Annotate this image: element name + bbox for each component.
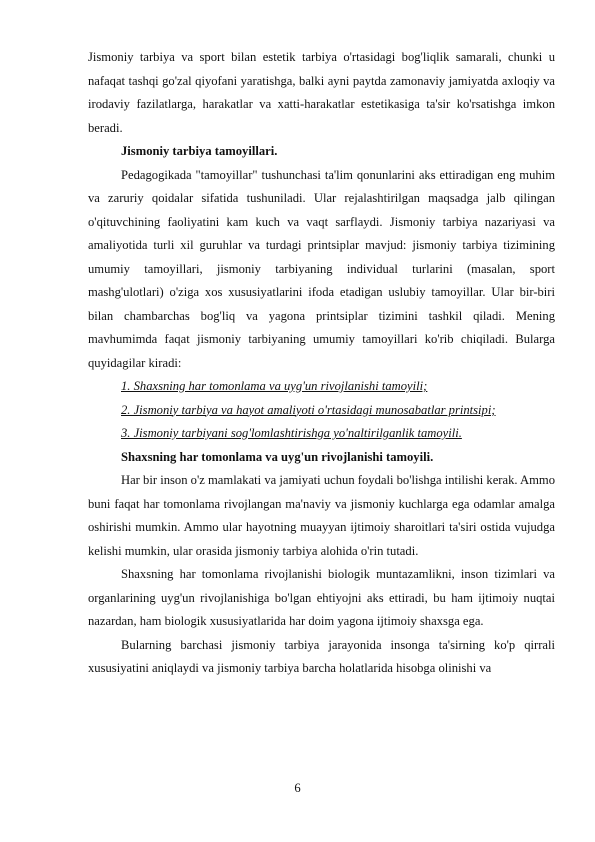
section-heading-principles: Jismoniy tarbiya tamoyillari. [121, 144, 278, 158]
list-item: 2. Jismoniy tarbiya va hayot amaliyoti o'rtasidagi munosabatlar printsipi; [121, 402, 496, 417]
paragraph-principles: Pedagogikada "tamoyillar" tushunchasi ta'lim qonunlarini aks ettiradigan eng muhim va zaruriy qoidalar sifatida tushuniladi. Ular rejalashtirilgan maqsadga jalb qilingan o'qituvchining faoliyatini kam kuch va vaqt sarflaydi. Jismoniy tarbiya nazariyasi va amaliyotida turli xil guruhlar va turdagi printsiplar mavjud: jismoniy tarbiya tizimining umumiy tamoyillari, jismoniy tarbiyaning individual turlarini (masalan, sport mashg'ulotlari) o'ziga xos xususiyatlarini ifoda etadigan uslubiy tamoyillar. Ular bir-biri bilan chambarchas bog'liq va yagona printsiplar tizimini tashkil qiladi. Mening mavhumimda faqat jismoniy tarbiyaning umumiy tamoyillari ko'rib chiqiladi. Bularga quyidagilar kiradi: [88, 167, 555, 370]
list-item: 3. Jismoniy tarbiyani sog'lomlashtirishga yo'naltirilganlik tamoyili. [121, 426, 462, 440]
paragraph-development-2: Shaxsning har tomonlama rivojlanishi biologik muntazamlikni, inson tizimlari va organlarining uyg'un rivojlanishiga bo'lgan ehtiyojni aks ettiradi, bu ham ijtimoiy nuqtai nazardan, ham biologik xususiyatlarida har doim yagona ijtimoiy shaxsga ega. [88, 567, 555, 628]
section-heading-development: Shaxsning har tomonlama va uyg'un rivojlanishi tamoyili. [121, 449, 434, 464]
paragraph-intro: Jismoniy tarbiya va sport bilan estetik tarbiya o'rtasidagi bog'liqlik samarali, chunki u nafaqat tashqi go'zal qiyofani yaratishga, balki ayni paytda zamonaviy jamiyatda axloqiy va irodaviy fazilatlarga, harakatlar va xatti-harakatlar estetikasiga ta'sir ko'rsatishga imkon beradi. [88, 50, 555, 135]
paragraph-development-1: Har bir inson o'z mamlakati va jamiyati uchun foydali bo'lishga intilishi kerak. Ammo buni faqat har tomonlama rivojlangan ma'naviy va jismoniy kuchlarga ega odamlar amalga oshirishi mumkin. Ammo ular hayotning muayyan ijtimoiy sharoitlari ta'siri ostida vujudga kelishi mumkin, ular orasida jismoniy tarbiya alohida o'rin tutadi. [88, 473, 555, 558]
list-item: 1. Shaxsning har tomonlama va uyg'un rivojlanishi tamoyili; [121, 379, 428, 393]
page-number: 6 [294, 781, 301, 795]
document-page [88, 46, 555, 681]
paragraph-development-3: Bularning barchasi jismoniy tarbiya jarayonida insonga ta'sirning ko'p qirrali xususiyatini aniqlaydi va jismoniy tarbiya barcha holatlarida hisobga olinishi va [88, 637, 555, 675]
